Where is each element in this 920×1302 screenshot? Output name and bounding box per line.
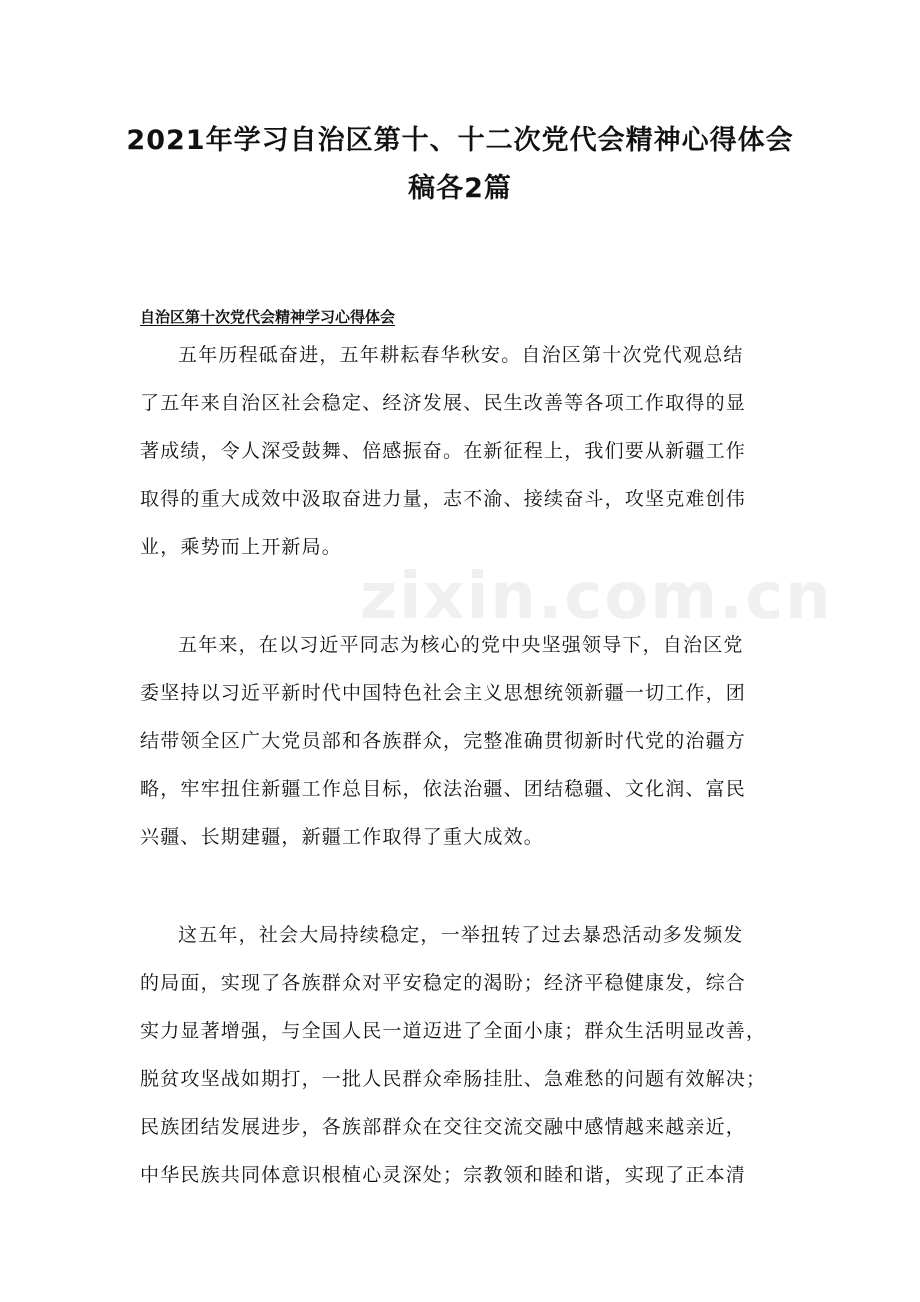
section-heading: 自治区第十次党代会精神学习心得体会 <box>140 308 396 326</box>
paragraph-line: 五年来，在以习近平同志为核心的党中央坚强领导下，自治区党 <box>178 634 744 656</box>
paragraph-line: 委坚持以习近平新时代中国特色社会主义思想统领新疆一切工作，团 <box>140 682 747 704</box>
document-title-line-2: 稿各2篇 <box>408 173 512 204</box>
paragraph-line: 了五年来自治区社会稳定、经济发展、民生改善等各项工作取得的显 <box>140 392 747 414</box>
paragraph-line: 五年历程砥奋进，五年耕耘春华秋安。自治区第十次党代观总结 <box>178 344 744 366</box>
paragraph-line: 民族团结发展进步，各族部群众在交往交流交融中感情越来越亲近， <box>140 1116 747 1138</box>
paragraph-line: 取得的重大成效中汲取奋进力量，志不渝、接续奋斗，攻坚克难创伟 <box>140 488 747 510</box>
paragraph-line: 实力显著增强，与全国人民一道迈进了全面小康；群众生活明显改善， <box>140 1020 767 1042</box>
paragraph-line: 兴疆、长期建疆，新疆工作取得了重大成效。 <box>140 826 545 848</box>
watermark: zixin.com.cn <box>360 560 833 634</box>
document-title-line-1: 2021年学习自治区第十、十二次党代会精神心得体会 <box>126 125 794 156</box>
paragraph-line: 这五年，社会大局持续稳定，一举扭转了过去暴恐活动多发频发 <box>178 924 744 946</box>
paragraph-line: 结带领全区广大党员部和各族群众，完整准确贯彻新时代党的治疆方 <box>140 730 747 752</box>
paragraph-line: 略，牢牢扭住新疆工作总目标，依法治疆、团结稳疆、文化润、富民 <box>140 778 747 800</box>
paragraph-line: 中华民族共同体意识根植心灵深处；宗教领和睦和谐，实现了正本清 <box>140 1164 747 1186</box>
paragraph-line: 著成绩，令人深受鼓舞、倍感振奋。在新征程上，我们要从新疆工作 <box>140 440 747 462</box>
paragraph-line: 业，乘势而上开新局。 <box>140 536 343 558</box>
paragraph-line: 的局面，实现了各族群众对平安稳定的渴盼；经济平稳健康发，综合 <box>140 972 747 994</box>
paragraph-line: 脱贫攻坚战如期打，一批人民群众牵肠挂肚、急难愁的问题有效解决； <box>140 1068 767 1090</box>
